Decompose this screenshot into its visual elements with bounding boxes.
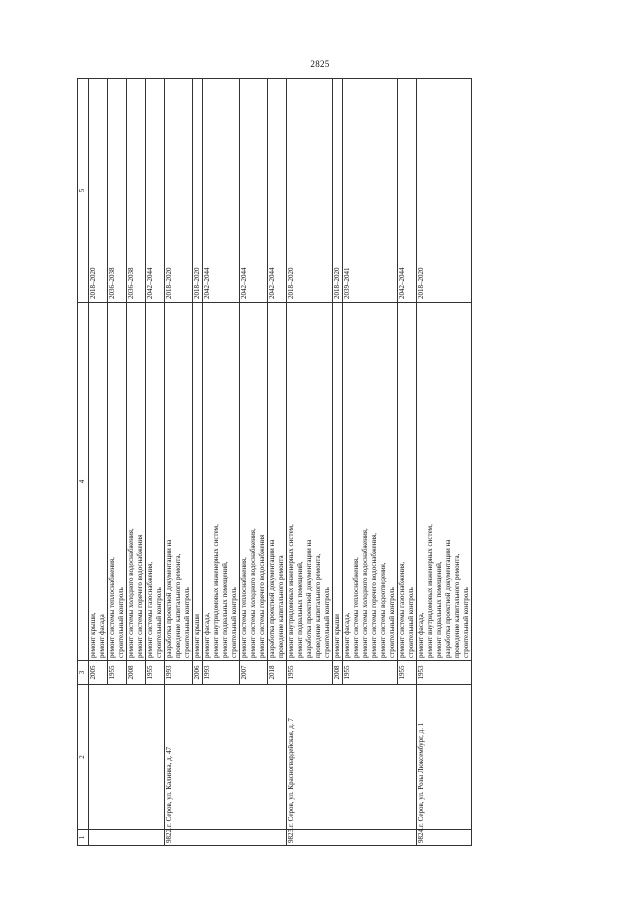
- work-line: ремонт крыши: [333, 614, 341, 658]
- period-cell: 2042–2044: [398, 79, 417, 303]
- work-type-cell: [287, 303, 333, 661]
- work-line: ремонт системы газоснабжения,: [146, 561, 154, 658]
- table-row: [165, 79, 193, 846]
- item-number: 9824.: [417, 830, 472, 846]
- work-line: строительный контроль: [117, 587, 125, 658]
- work-line: строительный контроль: [407, 587, 415, 658]
- building-address: г. Серов, ул. Калинка, д. 47: [165, 685, 287, 830]
- year-cell: 1993: [165, 661, 193, 685]
- table-row: [417, 79, 472, 846]
- item-number: [89, 830, 165, 846]
- year-cell: 2008: [127, 661, 146, 685]
- period-cell: 2018–2020: [333, 79, 343, 303]
- work-line: ремонт внутридомовых инженерных систем,: [287, 524, 295, 658]
- rotated-table-container: [77, 79, 602, 846]
- work-line: проведение капитального ремонта,: [174, 553, 182, 658]
- register-table: [77, 78, 472, 846]
- work-type-cell: [398, 303, 417, 661]
- work-line: ремонт фасада,: [203, 612, 211, 658]
- work-line: строительный контроль: [462, 587, 470, 658]
- work-line: ремонт внутридомовых инженерных систем,: [212, 524, 220, 658]
- work-line: ремонт системы горячего водоснабжения: [136, 534, 144, 658]
- work-line: ремонт крыши: [193, 614, 201, 658]
- work-line: ремонт фасада: [98, 614, 106, 658]
- work-line: ремонт системы холодного водоснабжения,: [361, 528, 369, 658]
- work-line: ремонт системы холодного водоснабжения,: [127, 528, 135, 658]
- work-type-cell: [417, 303, 472, 661]
- work-line: ремонт системы холодного водоснабжения,: [249, 528, 257, 658]
- building-address: г. Серов, ул. Красногвардейская, д. 7: [287, 685, 417, 830]
- period-cell: 2018–2020: [417, 79, 472, 303]
- work-type-cell: [89, 303, 108, 661]
- year-cell: 1955: [108, 661, 127, 685]
- work-type-cell: [333, 303, 343, 661]
- work-line: ремонт системы горячего водоснабжения,: [370, 532, 378, 658]
- period-cell: 2042–2044: [268, 79, 287, 303]
- work-type-cell: [127, 303, 146, 661]
- work-line: разработка проектной документации на: [268, 539, 276, 658]
- year-cell: 2006: [193, 661, 203, 685]
- work-line: разработка проектной документации на: [165, 539, 173, 658]
- work-type-cell: [108, 303, 127, 661]
- work-line: ремонт подвальных помещений,: [221, 561, 229, 658]
- work-line: ремонт подвальных помещений,: [435, 561, 443, 658]
- work-line: ремонт системы водоотведения,: [379, 562, 387, 658]
- work-type-cell: [203, 303, 240, 661]
- year-cell: 1955: [287, 661, 333, 685]
- work-type-cell: [343, 303, 398, 661]
- period-cell: 2018–2020: [193, 79, 203, 303]
- work-line: строительный контроль: [388, 587, 396, 658]
- item-number: 9823.: [287, 830, 417, 846]
- work-line: ремонт фасада,: [343, 612, 351, 658]
- work-type-cell: [240, 303, 268, 661]
- year-cell: 1953: [417, 661, 472, 685]
- work-line: ремонт системы горячего водоснабжения: [258, 534, 266, 658]
- period-cell: 2042–2044: [203, 79, 240, 303]
- year-cell: 2005: [89, 661, 108, 685]
- period-cell: 2036–2038: [127, 79, 146, 303]
- work-type-cell: [165, 303, 193, 661]
- period-cell: 2036–2038: [108, 79, 127, 303]
- column-header-5: 5: [78, 79, 89, 303]
- work-type-cell: [146, 303, 165, 661]
- work-type-cell: [193, 303, 203, 661]
- year-cell: 1955: [343, 661, 398, 685]
- work-line: проведение капитального ремонта,: [453, 553, 461, 658]
- period-cell: 2039–2041: [343, 79, 398, 303]
- work-line: ремонт системы теплоснабжения,: [352, 557, 360, 658]
- building-address: г. Серов, ул. Розы Люксембург, д. 1: [417, 685, 472, 830]
- year-cell: 2008: [333, 661, 343, 685]
- work-line: ремонт фасада,: [417, 612, 425, 658]
- column-header-3: 3: [78, 661, 89, 685]
- year-cell: 2007: [240, 661, 268, 685]
- period-cell: 2018–2020: [165, 79, 193, 303]
- work-line: разработка проектной документации на: [305, 539, 313, 658]
- work-line: проведение капитального ремонта,: [314, 553, 322, 658]
- year-cell: 1955: [398, 661, 417, 685]
- column-header-2: 2: [78, 685, 89, 830]
- work-line: ремонт системы теплоснабжения,: [108, 557, 116, 658]
- work-line: строительный контроль: [155, 587, 163, 658]
- column-header-4: 4: [78, 303, 89, 661]
- work-line: ремонт подвальных помещений,: [296, 561, 304, 658]
- table-body: [89, 79, 472, 846]
- work-line: разработка проектной документации на: [444, 539, 452, 658]
- work-line: ремонт внутридомовых инженерных систем,: [426, 524, 434, 658]
- work-line: строительный контроль: [323, 587, 331, 658]
- period-cell: 2042–2044: [146, 79, 165, 303]
- period-cell: 2042–2044: [240, 79, 268, 303]
- building-address: [89, 685, 165, 830]
- work-line: ремонт крыши,: [89, 612, 97, 658]
- year-cell: 1955: [146, 661, 165, 685]
- period-cell: 2018–2020: [287, 79, 333, 303]
- page-number: 2825: [310, 59, 330, 69]
- work-type-cell: [268, 303, 287, 661]
- table-row: [287, 79, 333, 846]
- work-line: строительный контроль: [183, 587, 191, 658]
- period-cell: 2018–2020: [89, 79, 108, 303]
- header-row: [78, 79, 89, 846]
- work-line: ремонт системы теплоснабжения,: [240, 557, 248, 658]
- year-cell: 2018: [268, 661, 287, 685]
- column-header-1: 1: [78, 830, 89, 846]
- register-table-frame: [77, 79, 602, 846]
- year-cell: 1993: [203, 661, 240, 685]
- work-line: ремонт системы газоснабжения,: [398, 561, 406, 658]
- work-line: проведение капитального ремонта: [277, 555, 285, 658]
- item-number: 9822.: [165, 830, 287, 846]
- work-line: строительный контроль: [230, 587, 238, 658]
- table-row: [89, 79, 108, 846]
